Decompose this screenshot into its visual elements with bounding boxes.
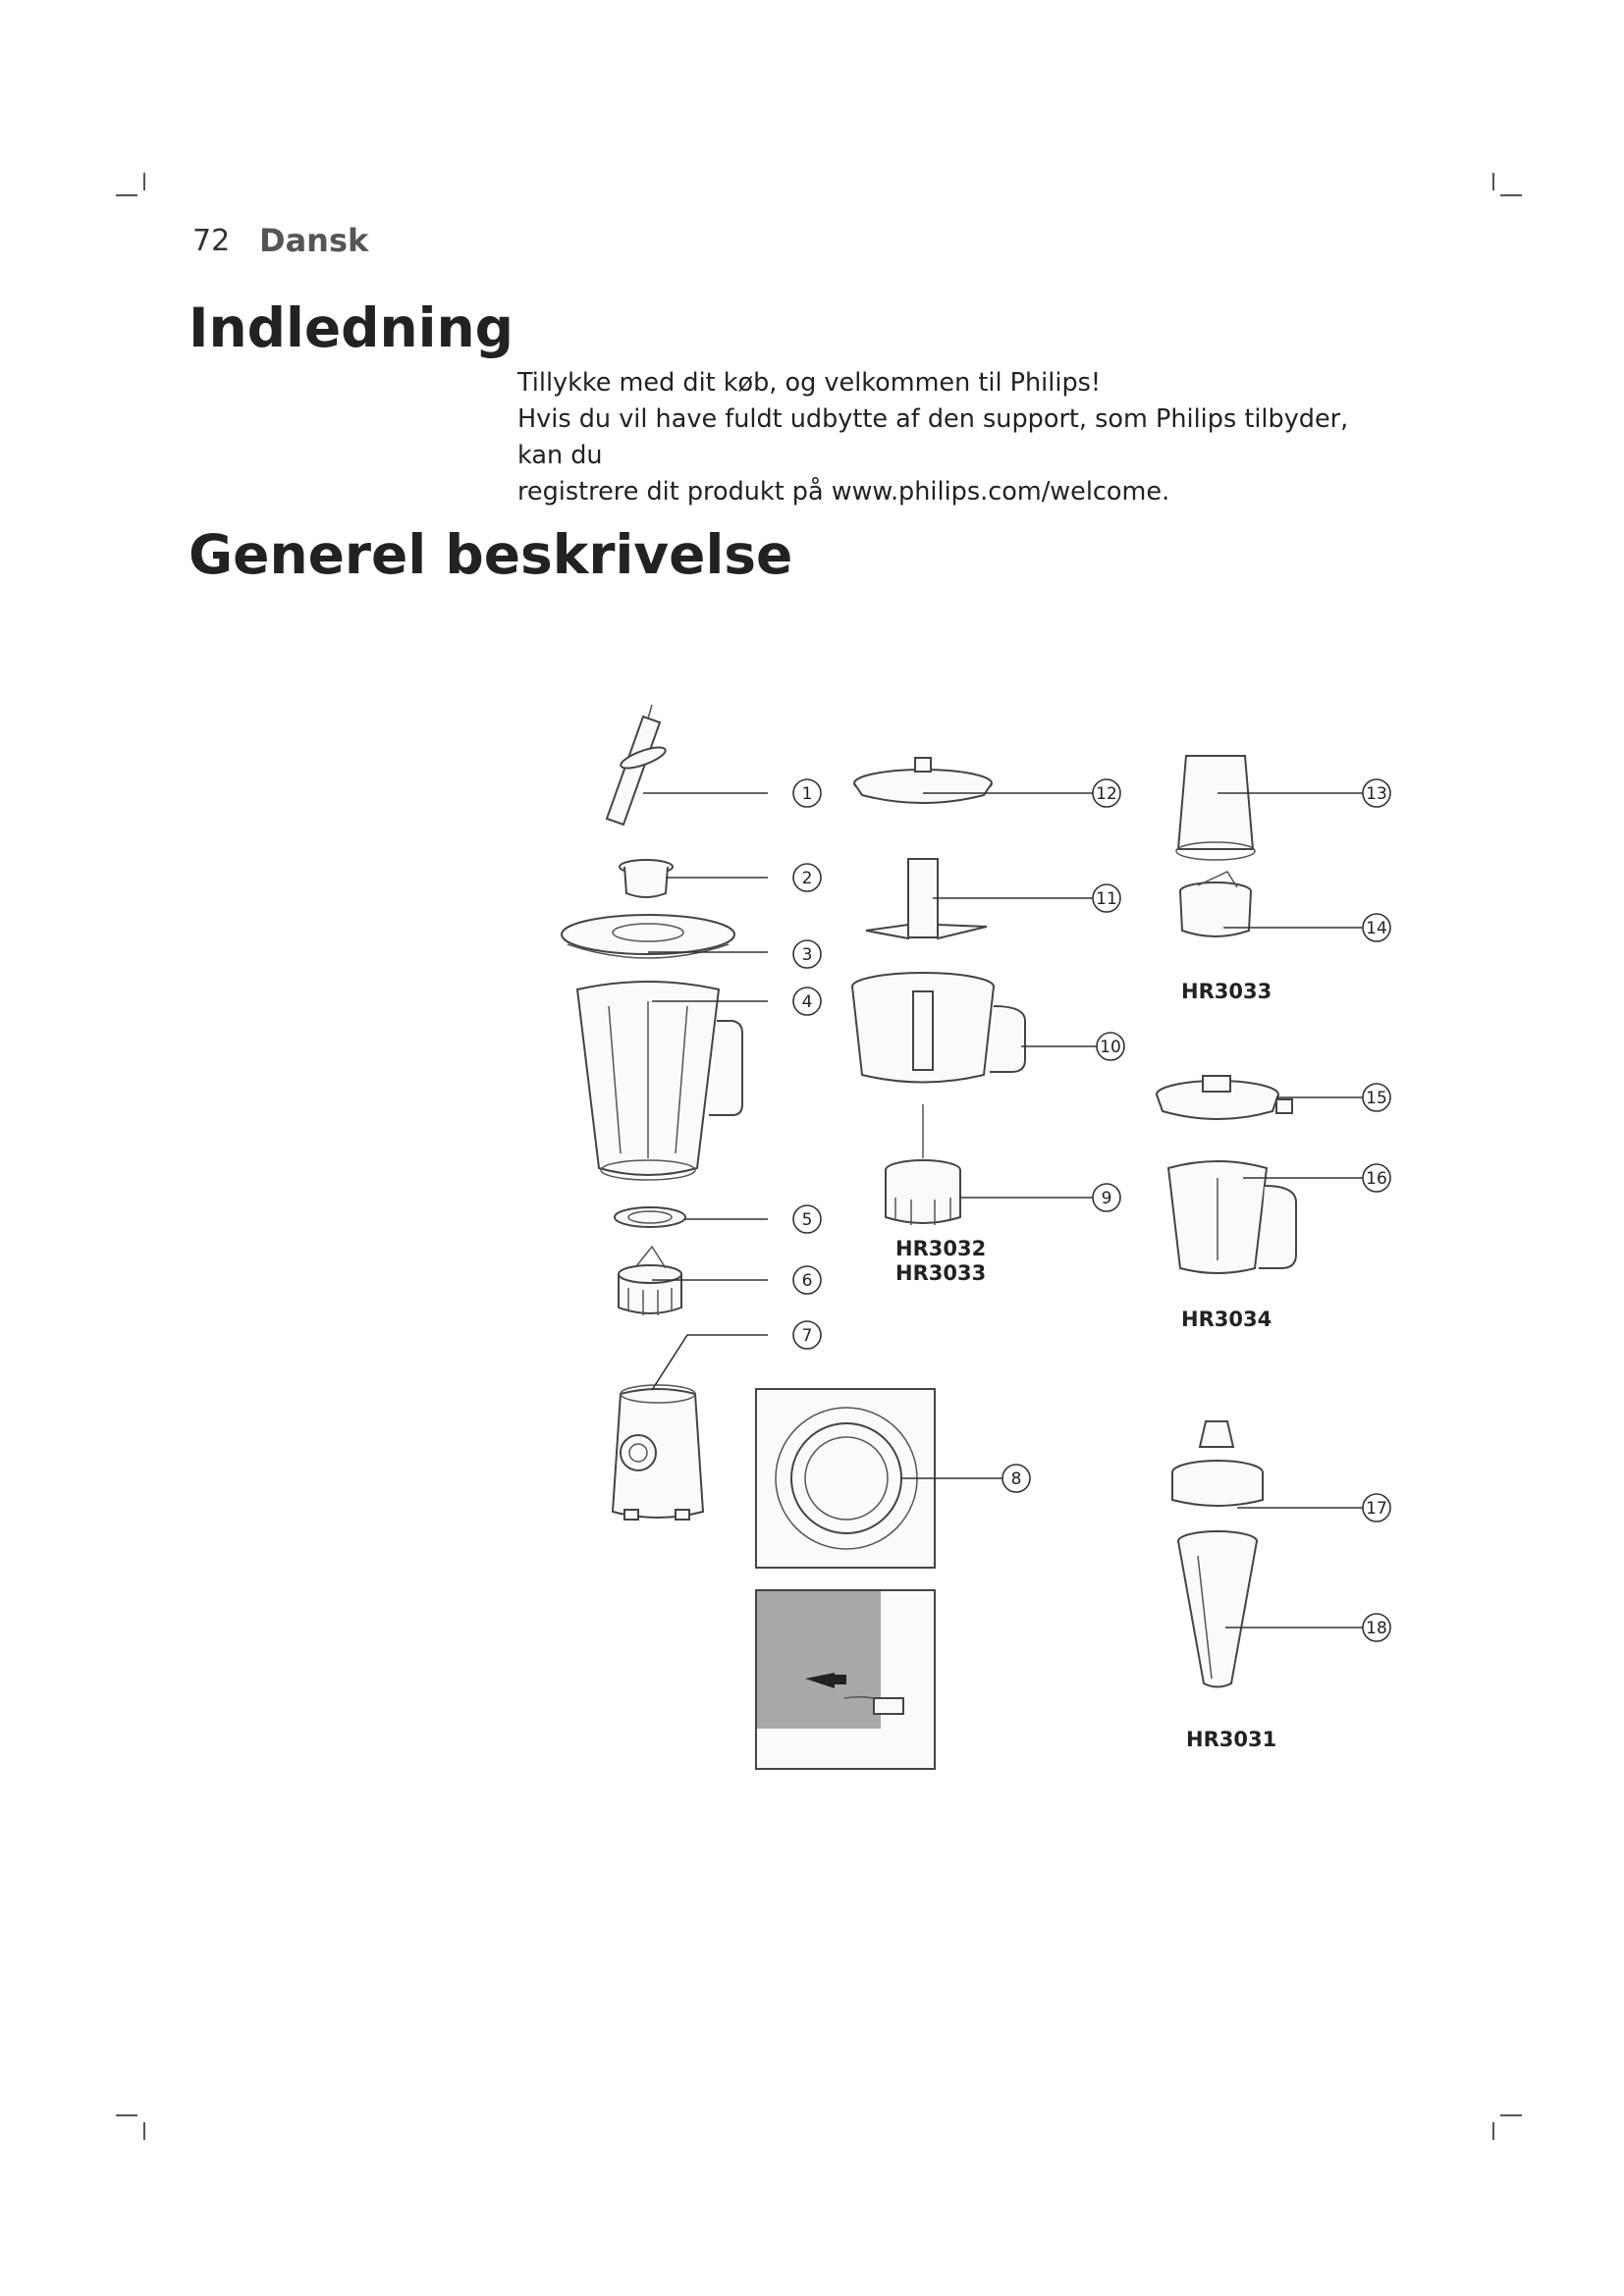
callout-13 <box>1363 779 1390 807</box>
callout-number-6: 6 <box>801 1271 813 1291</box>
heading-introduction: Indledning <box>189 296 514 359</box>
callout-15 <box>1363 1084 1390 1111</box>
crop-mark-top-right-h <box>1500 194 1522 196</box>
callout-number-5: 5 <box>801 1210 813 1230</box>
crop-mark-top-right-v <box>1492 173 1494 190</box>
model-label-hr3033-right: HR3033 <box>1181 980 1272 1003</box>
part-bottle-lid <box>1172 1421 1263 1506</box>
callout-number-8: 8 <box>1010 1469 1022 1489</box>
callout-2 <box>793 864 821 891</box>
model-label-hr3034: HR3034 <box>1181 1308 1272 1331</box>
model-label-hr3032: HR3032 <box>895 1237 987 1260</box>
callout-number-14: 14 <box>1366 919 1387 938</box>
crop-mark-bottom-left-h <box>116 2114 137 2116</box>
part-drive-coupling <box>886 1104 960 1225</box>
leader-7 <box>652 1335 768 1390</box>
part-food-processor-lid <box>854 758 992 803</box>
callout-7 <box>793 1321 821 1349</box>
page-language: Dansk <box>259 222 369 259</box>
part-tamper <box>607 705 668 825</box>
part-blender-jar <box>577 982 742 1180</box>
part-blade-unit <box>619 1247 681 1315</box>
model-label-hr3033-middle: HR3033 <box>895 1261 987 1285</box>
callout-5 <box>793 1205 821 1233</box>
heading-general-description: Generel beskrivelse <box>189 523 793 586</box>
model-label-hr3031: HR3031 <box>1186 1728 1277 1751</box>
callout-17 <box>1363 1494 1390 1522</box>
callout-number-3: 3 <box>801 945 813 965</box>
callout-number-17: 17 <box>1366 1499 1387 1519</box>
callout-number-12: 12 <box>1096 784 1117 804</box>
callout-number-2: 2 <box>801 869 813 888</box>
part-on-the-go-bottle <box>1178 1531 1257 1687</box>
crop-mark-top-left-h <box>116 194 137 196</box>
callout-number-1: 1 <box>801 784 813 804</box>
page-number: 72 <box>192 224 231 258</box>
callout-3 <box>793 940 821 968</box>
crop-mark-top-left-v <box>143 173 145 190</box>
intro-line-1: Tillykke med dit køb, og velkommen til Philips! <box>517 368 1102 398</box>
part-mill-lid <box>1157 1076 1292 1119</box>
callout-1 <box>793 779 821 807</box>
part-grinder-blade-unit <box>1180 872 1251 936</box>
product-overview-figure <box>550 667 1434 1796</box>
intro-line-3: registrere dit produkt på www.philips.com/welcome. <box>517 477 1170 507</box>
intro-text <box>517 365 1401 510</box>
callout-18 <box>1363 1614 1390 1641</box>
callout-number-13: 13 <box>1366 784 1387 804</box>
part-grinder-jar <box>1176 756 1255 860</box>
part-food-processor-bowl <box>852 973 1025 1083</box>
callout-4 <box>793 988 821 1015</box>
part-motor-unit <box>613 1385 703 1520</box>
callout-number-18: 18 <box>1366 1619 1387 1638</box>
part-cord-storage-detail <box>756 1590 935 1769</box>
callout-number-4: 4 <box>801 992 813 1012</box>
callout-11 <box>1093 884 1120 912</box>
callout-16 <box>1363 1164 1390 1192</box>
callout-number-10: 10 <box>1100 1038 1121 1057</box>
callout-14 <box>1363 914 1390 941</box>
part-measuring-cup <box>620 860 673 897</box>
callout-number-15: 15 <box>1366 1089 1387 1108</box>
callout-number-9: 9 <box>1101 1189 1112 1208</box>
callout-6 <box>793 1266 821 1294</box>
callout-number-11: 11 <box>1096 889 1117 909</box>
crop-mark-bottom-right-h <box>1500 2114 1522 2116</box>
callout-number-7: 7 <box>801 1326 813 1346</box>
product-overview-svg <box>550 667 1434 1796</box>
callout-12 <box>1093 779 1120 807</box>
callout-9 <box>1093 1184 1120 1211</box>
crop-mark-bottom-left-v <box>143 2122 145 2140</box>
callout-10 <box>1097 1033 1124 1060</box>
callout-number-16: 16 <box>1366 1169 1387 1189</box>
part-sealing-ring <box>615 1207 685 1227</box>
callout-8 <box>1002 1465 1030 1492</box>
crop-mark-bottom-right-v <box>1492 2122 1494 2140</box>
intro-line-2: Hvis du vil have fuldt udbytte af den support, som Philips tilbyder, kan du <box>517 404 1349 470</box>
